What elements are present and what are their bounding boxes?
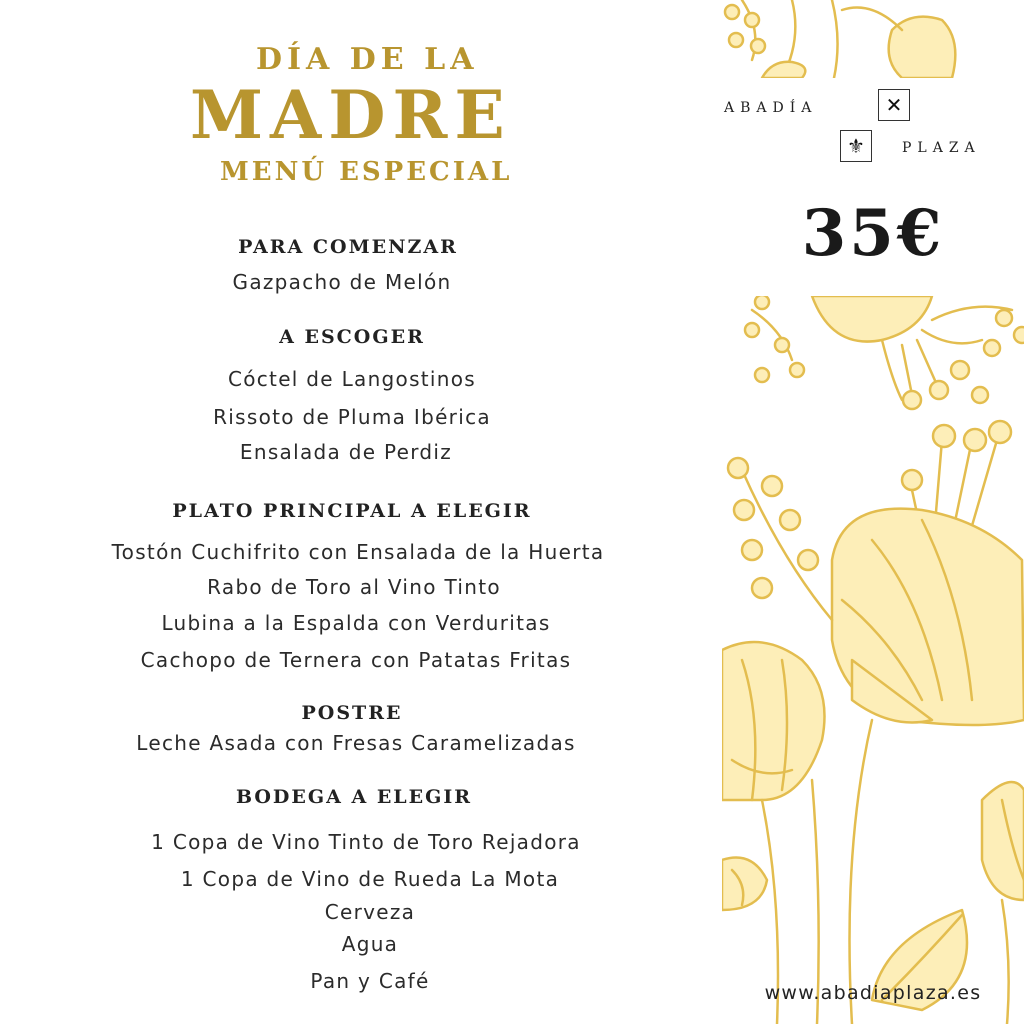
brand-word-plaza: PLAZA	[902, 140, 981, 156]
menu-item: Pan y Café	[310, 969, 430, 993]
section-heading-postre: POSTRE	[301, 702, 403, 724]
menu-item: Lubina a la Espalda con Verduritas	[161, 611, 551, 635]
price: 35€	[801, 196, 945, 271]
menu-item: Leche Asada con Fresas Caramelizadas	[136, 731, 576, 755]
menu-item: Rabo de Toro al Vino Tinto	[207, 575, 501, 599]
section-heading-escoger: A ESCOGER	[279, 326, 425, 348]
menu-item: Rissoto de Pluma Ibérica	[213, 405, 491, 429]
section-heading-comenzar: PARA COMENZAR	[238, 236, 458, 258]
title-line3: MENÚ ESPECIAL	[220, 157, 513, 187]
title-madre: MADRE	[190, 76, 512, 154]
menu-item: Gazpacho de Melón	[232, 270, 452, 294]
section-heading-bodega: BODEGA A ELEGIR	[235, 786, 473, 808]
menu-item: Tostón Cuchifrito con Ensalada de la Huerta	[111, 540, 605, 564]
menu-item: Cerveza	[324, 900, 416, 924]
menu-item: Ensalada de Perdiz	[239, 440, 453, 464]
cutlery-icon: ✕	[878, 89, 910, 121]
menu-item: Agua	[341, 932, 399, 956]
menu-item: Cóctel de Langostinos	[227, 367, 477, 391]
menu-item: 1 Copa de Vino de Rueda La Mota	[180, 867, 560, 891]
fleur-de-lis-icon: ⚜	[840, 130, 872, 162]
menu-item: Cachopo de Ternera con Patatas Fritas	[140, 648, 572, 672]
brand-word-abadia: ABADÍA	[724, 100, 818, 116]
menu-item: 1 Copa de Vino Tinto de Toro Rejadora	[151, 830, 581, 854]
section-heading-principal: PLATO PRINCIPAL A ELEGIR	[172, 500, 532, 522]
website-url: www.abadiaplaza.es	[764, 982, 982, 1004]
title-line1: DÍA DE LA	[256, 42, 479, 77]
